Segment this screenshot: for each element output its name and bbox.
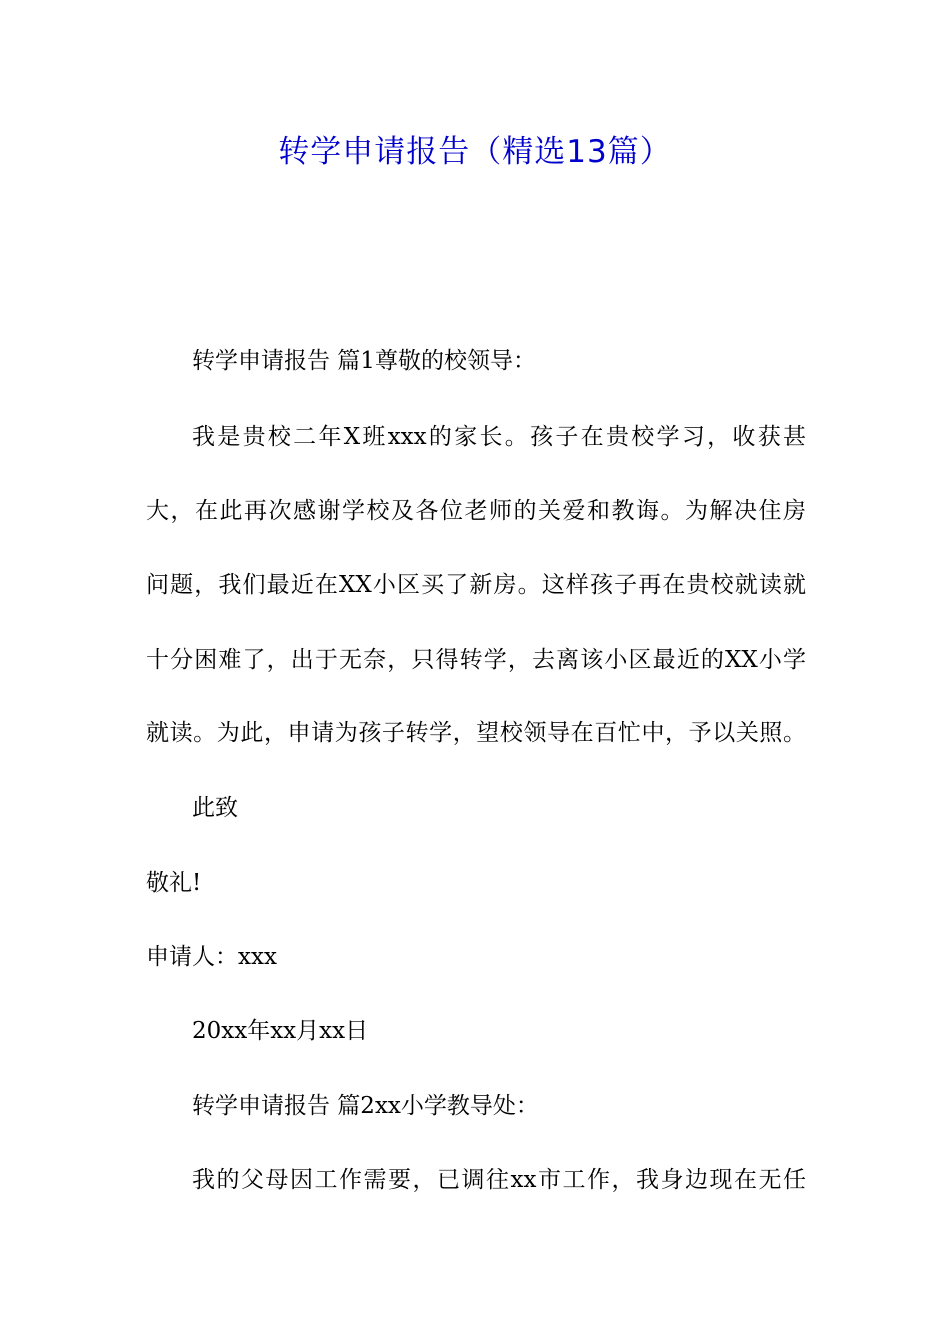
paragraph-line: 就读。为此，申请为孩子转学，望校领导在百忙中，予以关照。 — [146, 720, 806, 746]
paragraph-line: 大，在此再次感谢学校及各位老师的关爱和教诲。为解决住房 — [146, 498, 806, 524]
section-heading-2: 转学申请报告 篇2xx小学教导处： — [192, 1093, 539, 1119]
paragraph-line: 问题，我们最近在XX小区买了新房。这样孩子再在贵校就读就 — [146, 572, 806, 598]
closing-regards: 敬礼! — [146, 870, 202, 896]
paragraph-line: 十分困难了，出于无奈，只得转学，去离该小区最近的XX小学 — [146, 647, 806, 673]
closing-salutation: 此致 — [192, 795, 238, 821]
paragraph-line: 我的父母因工作需要，已调往xx市工作，我身边现在无任 — [192, 1167, 806, 1193]
paragraph-line: 我是贵校二年X班xxx的家长。孩子在贵校学习，收获甚 — [192, 424, 806, 450]
section-heading-1: 转学申请报告 篇1尊敬的校领导： — [192, 348, 536, 374]
applicant-signature: 申请人：xxx — [146, 944, 277, 970]
document-title: 转学申请报告（精选13篇） — [278, 134, 672, 170]
date-line: 20xx年xx月xx日 — [192, 1018, 369, 1044]
